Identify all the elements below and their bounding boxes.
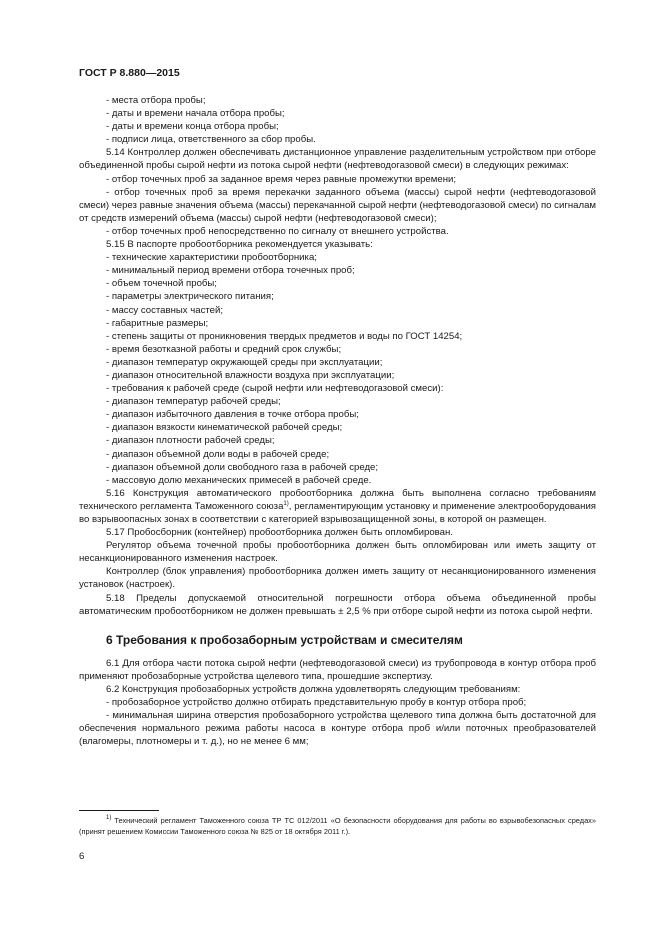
list-item: - технические характеристики пробоотборника; [106, 252, 317, 264]
document-body [79, 94, 596, 748]
clause-6-2: 6.2 Конструкция пробозаборных устройств должна удовлетворять следующим требованиям: [106, 683, 521, 695]
list-item: - степень защиты от проникновения твердых предметов и воды по ГОСТ 14254; [106, 330, 463, 342]
list-item: - даты и времени конца отбора пробы; [106, 121, 279, 133]
list-item: - диапазон плотности рабочей среды; [106, 435, 275, 447]
footnote-mark: 1) [106, 815, 112, 821]
list-item: - требования к рабочей среде (сырой нефти или нефтеводогазовой смеси): [106, 383, 444, 395]
clause-5-16-text-b: , регламентирующим установку и применение электрооборудования во взрывоопасных зонах в соответствии с категорией взрывозащищенной зоны, в которой он размещен. [79, 500, 596, 525]
section-6-heading: 6 Требования к пробозаборным устройствам и смесителям [106, 632, 463, 647]
footnote-text [79, 815, 596, 837]
list-item: - параметры электрического питания; [106, 291, 274, 303]
list-item: - массу составных частей; [106, 304, 224, 316]
list-item: - даты и времени начала отбора пробы; [106, 108, 285, 120]
list-item: - диапазон вязкости кинематической рабочей среды; [106, 422, 343, 434]
document-header: ГОСТ Р 8.880—2015 [79, 67, 180, 79]
clause-5-14: 5.14 Контроллер должен обеспечивать дистанционное управление разделительным устройством при отборе объединенной пробы сырой нефти из потока сырой нефти (нефтеводогазовой смеси) в следующих режимах: [79, 147, 596, 172]
footnote-ref: 1) [283, 500, 289, 507]
clause-5-15: 5.15 В паспорте пробоотборника рекомендуется указывать: [106, 239, 373, 251]
list-item: - диапазон температур окружающей среды при эксплуатации; [106, 356, 383, 368]
clause-6-1: 6.1 Для отбора части потока сырой нефти (нефтеводогазовой смеси) из трубопровода в контур отбора проб применяют пробозаборные устройства щелевого типа, прошедшие экспертизу. [79, 657, 596, 682]
clause-5-18: 5.18 Пределы допускаемой относительной погрешности отбора объема объединенной пробы автоматическим пробоотборником не должен превышать ± 2,5 % при отборе сырой нефти из потока сырой нефти. [79, 592, 596, 617]
page-number: 6 [79, 851, 85, 862]
list-item: - подписи лица, ответственного за сбор пробы. [106, 134, 316, 146]
clause-5-17-controller: Контроллер (блок управления) пробоотборника должен иметь защиту от несанкционированного изменения установок (настроек). [79, 566, 596, 591]
list-item: - объем точечной пробы; [106, 278, 217, 290]
list-item: - отбор точечных проб за время перекачки заданного объема (массы) сырой нефти (нефтеводогазовой смеси) через равные значения объема (массы) перекачанной сырой нефти (нефтеводогазовой смеси) по сигналам от средств измерений объема (массы) сырой нефти (нефтеводогазовой смеси); [79, 186, 596, 224]
list-item: - диапазон температур рабочей среды; [106, 396, 281, 408]
footnote-body: Технический регламент Таможенного союза ТР ТС 012/2011 «О безопасности оборудования для работы во взрывобезопасных средах» (принят решением Комиссии Таможенного союза № 825 от 18 октября 2011 г.). [79, 816, 596, 836]
list-item: - минимальный период времени отбора точечных проб; [106, 265, 355, 277]
list-item: - диапазон относительной влажности воздуха при эксплуатации; [106, 369, 395, 381]
clause-5-16 [79, 487, 596, 526]
list-item: - массовую долю механических примесей в рабочей среде. [106, 474, 372, 486]
list-item: - диапазон объемной доли воды в рабочей среде; [106, 448, 330, 460]
clause-5-17: 5.17 Пробосборник (контейнер) пробоотборника должен быть опломбирован. [106, 527, 453, 539]
list-item: - диапазон избыточного давления в точке отбора пробы; [106, 409, 359, 421]
clause-5-17-regulator: Регулятор объема точечной пробы пробоотборника должен быть опломбирован или иметь защиту от несанкционированного изменения настроек. [79, 540, 596, 565]
list-item: - время безотказной работы и средний срок службы; [106, 343, 342, 355]
list-item: - отбор точечных проб за заданное время через равные промежутки времени; [106, 173, 457, 185]
list-item: - места отбора пробы; [106, 95, 206, 106]
list-item: - пробозаборное устройство должно отбирать представительную пробу в контур отбора проб; [106, 697, 527, 709]
list-item: - минимальная ширина отверстия пробозаборного устройства щелевого типа должна быть достаточной для обеспечения нормального режима работы насоса в контуре отбора проб и/или поточных преобразователей (влагомеры, плотномеры и т. д.), но не менее 6 мм; [79, 710, 596, 748]
list-item: - отбор точечных проб непосредственно по сигналу от внешнего устройства. [106, 225, 449, 237]
list-item: - габаритные размеры; [106, 317, 209, 329]
footnote-separator [79, 810, 159, 811]
footnote [79, 815, 596, 837]
clause-5-16-text-a: 5.16 Конструкция автоматического пробоотборника должна быть выполнена согласно требованиям технического регламента Таможенного союза [79, 487, 596, 512]
list-item: - диапазон объемной доли свободного газа в рабочей среде; [106, 461, 379, 473]
